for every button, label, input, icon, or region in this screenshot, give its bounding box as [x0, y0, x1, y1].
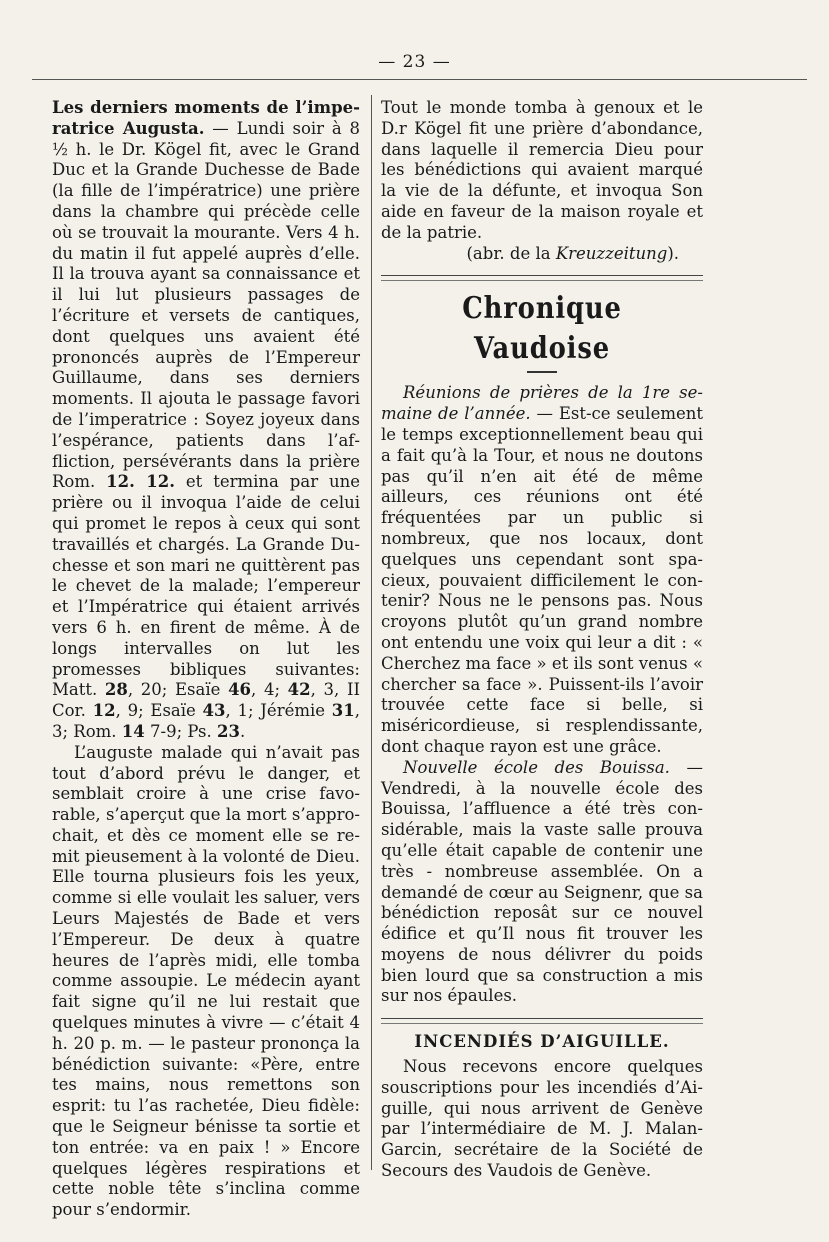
- title-dash: [527, 371, 557, 373]
- article-ecole-title: Nouvelle école des Bouissa.: [403, 757, 670, 777]
- bible-ref: 23: [217, 721, 240, 741]
- bible-ref: 28: [104, 680, 128, 700]
- article-ecole: [381, 758, 703, 1008]
- bible-ref: 12: [92, 701, 116, 721]
- article-text: , 3, II Cor.: [52, 680, 360, 721]
- source-attribution: [381, 244, 703, 265]
- section-divider: [381, 275, 703, 281]
- left-column: [52, 98, 360, 1221]
- bible-ref: 14: [121, 721, 145, 741]
- subsection-title: INCENDIÉS D’AIGUILLE.: [414, 1032, 670, 1052]
- bible-ref: 31: [331, 701, 355, 721]
- attribution-prefix: (abr. de la: [466, 243, 556, 263]
- bible-ref: 43: [202, 701, 226, 721]
- article-text: .: [239, 721, 246, 741]
- section-divider: [381, 1018, 703, 1024]
- article-text: — Vendredi, à la nouvelle école des Bouissa, l’affluence a été très considérable, mais la vaste salle prouva qu’elle était capable de contenir une très - nombreuse assemblée. On a demandé de cœur au Seignenr, que sa bénédiction reposât sur ce nouvel édifice et qu’Il nous fit trouver les moyens de nous délivrer du poids bien lourd que sa construction a mis sur nos épaules.: [381, 757, 703, 1006]
- article-reunions-title: Réunions de prières de la 1re semaine de l’année.: [381, 383, 703, 424]
- attribution-suffix: ).: [667, 243, 679, 263]
- attribution-source: Kreuzzeitung: [555, 243, 668, 263]
- article-augusta-continued: L’auguste malade qui n’avait pas tout d’abord prévu le danger, et semblait croire à une crise favorable, s’aperçut que la mort s’approchait, et dès ce moment elle se remit pieusement à la volonté de Dieu. Elle tourna plusieurs fois les yeux, comme si elle voulait les saluer, vers Leurs Majestés de Bade et vers l’Empereur. De deux à quatre heures de l’après midi, elle tomba comme assoupie. Le médecin ayant fait signe qu’il ne lui restait que quelques minutes à vivre — c’était 4 h. 20 p. m. — le pasteur prononça la bénédiction suivante: «Père, entre tes mains, nous remettons son esprit: tu l’as rachetée, Dieu fidèle: que le Seigneur bénisse ta sortie et ton entrée: va en paix ! » Encore quelques légères respirations et cette noble tête s’inclina comme pour s’endormir.: [52, 742, 360, 1220]
- column-divider: [371, 95, 372, 1170]
- section-title: Chronique Vaudoise: [462, 291, 622, 367]
- article-augusta-title: Les derniers moments de l’imperatrice Augusta.: [52, 98, 360, 138]
- article-augusta: [52, 98, 360, 743]
- article-text: , 9; Esaïe: [115, 701, 203, 721]
- article-incendies: Nous recevons encore quelques souscriptions pour les incendiés d’Aiguille, qui nous arrivent de Genève par l’intermédiaire de M. J. Malan-Garcin, secrétaire de la Société de Secours des Vaudois de Genève.: [381, 1057, 703, 1181]
- right-column: [381, 98, 703, 1182]
- bible-ref: 42: [287, 680, 311, 700]
- article-text: , 20; Esaïe: [127, 680, 229, 700]
- article-reunions: [381, 383, 703, 757]
- article-text: 7-9; Ps.: [144, 721, 218, 741]
- bible-ref: 12. 12.: [106, 472, 175, 492]
- article-text: , 1; Jérémie: [225, 701, 332, 721]
- header-rule: [32, 79, 807, 80]
- page-number: — 23 —: [378, 52, 451, 72]
- article-text: — Lundi soir à 8 ½ h. le Dr. Kögel fit, avec le Grand Duc et la Grande Duchesse de Bade (la fille de l’impératrice) une prière dans la chambre qui précède celle où se trouvait la mourante. Vers 4 h. du matin il fut appelé auprès d’elle. Il la trouva ayant sa connaissance et il lui lut plusieurs passages de l’écriture et versets de cantiques, dont quelques uns avaient été prononcés auprès de l’Empereur Guillaume, dans ses derniers moments. Il ajouta le passage favori de l’imperatrice : Soyez joyeux dans l’espérance, patients dans l’affliction, persévérants dans la prière Rom.: [52, 118, 360, 492]
- article-text: — Est-ce seulement le temps exceptionnellement beau qui a fait qu’à la Tour, et nous ne doutons pas qu’il n’en ait été de même ailleurs, ces réunions ont été fréquentées par un public si nombreux, que nos locaux, dont quelques uns cependant sont spacieux, pouvaient difficilement le contenir? Nous ne le pensons pas. Nous croyons plutôt qu’un grand nombre ont entendu une voix qui leur a dit : « Cherchez ma face » et ils sont venus « chercher sa face ». Puissent-ils l’avoir trouvée cette face si belle, si miséricordieuse, si resplendissante, dont chaque rayon est une grâce.: [381, 404, 704, 756]
- article-text: et termina par une prière ou il invoqua l’aide de celui qui promet le repos à ceux qui sont travaillés et chargés. La Grande Duchesse et son mari ne quittèrent pas le chevet de la malade; l’empereur et l’Impératrice qui étaient arrivés vers 6 h. en firent de même. À de longs intervalles on lut les promesses bibliques suivantes: Matt.: [52, 472, 361, 700]
- article-text: , 4;: [251, 680, 288, 700]
- article-text: , 3; Rom.: [52, 701, 360, 741]
- bible-ref: 46: [228, 680, 252, 700]
- article-augusta-end: Tout le monde tomba à genoux et le D.r Kögel fit une prière d’abondance, dans laquelle il remercia Dieu pour les bénédictions qui avaient marqué la vie de la défunte, et invoqua Son aide en faveur de la maison royale et de la patrie.: [381, 98, 703, 242]
